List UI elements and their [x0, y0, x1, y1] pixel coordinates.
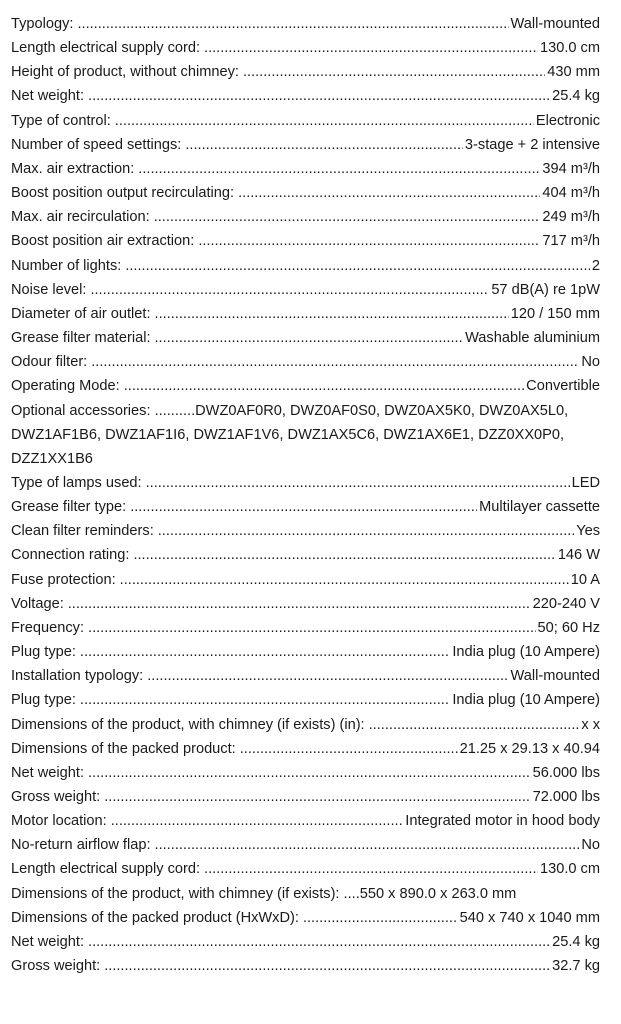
- spec-value: 57 dB(A) re 1pW: [491, 281, 600, 298]
- spec-label: Number of lights:: [11, 257, 122, 274]
- leader-dots: [68, 592, 531, 616]
- spec-label: Length electrical supply cord:: [11, 40, 201, 57]
- spec-value: Multilayer cassette: [479, 499, 600, 516]
- spec-value: 146 W: [557, 547, 600, 564]
- leader-dots: [88, 84, 550, 108]
- spec-value: 25.4 kg: [552, 88, 600, 105]
- spec-row: [11, 326, 600, 350]
- leader-dots: [147, 664, 508, 688]
- spec-value: Washable aluminium: [465, 330, 600, 347]
- leader-dots: [88, 930, 550, 954]
- leader-dots: [369, 713, 580, 737]
- spec-value: Integrated motor in hood body: [405, 813, 600, 830]
- spec-row: [11, 543, 600, 567]
- spec-value: 717 m³/h: [542, 233, 600, 250]
- spec-label: Grease filter type:: [11, 499, 127, 516]
- spec-label: Net weight:: [11, 88, 85, 105]
- spec-label: Voltage:: [11, 595, 64, 612]
- spec-row-chimney-dimensions: [11, 882, 600, 906]
- spec-value: 404 m³/h: [542, 185, 600, 202]
- leader-dots: [154, 205, 541, 229]
- spec-label: Gross weight:: [11, 789, 101, 805]
- leader-dots: ..........: [154, 402, 196, 419]
- spec-row: [11, 906, 600, 930]
- spec-value: Wall-mounted: [510, 16, 600, 32]
- spec-value: LED: [571, 474, 600, 491]
- spec-label: Number of speed settings:: [11, 136, 182, 153]
- spec-value: 25.4 kg: [552, 933, 600, 950]
- leader-dots: [185, 133, 463, 157]
- spec-value: No: [581, 354, 600, 371]
- spec-row: [11, 592, 600, 616]
- leader-dots: [158, 519, 574, 543]
- leader-dots: [155, 833, 580, 857]
- spec-value: 72.000 lbs: [532, 789, 600, 805]
- spec-row: [11, 930, 600, 954]
- spec-value: 130.0 cm: [539, 40, 600, 57]
- leader-dots: [77, 12, 508, 36]
- leader-dots: [243, 60, 545, 84]
- leader-dots: ....: [343, 885, 360, 902]
- spec-row: [11, 302, 600, 326]
- spec-value: 32.7 kg: [552, 958, 600, 975]
- leader-dots: [115, 109, 534, 133]
- spec-value: India plug (10 Ampere): [452, 644, 600, 661]
- leader-dots: [240, 737, 458, 761]
- spec-row: [11, 568, 600, 592]
- spec-row: [11, 229, 600, 253]
- spec-row: [11, 181, 600, 205]
- spec-label: Type of lamps used:: [11, 474, 142, 491]
- spec-value: 10 A: [570, 571, 600, 588]
- leader-dots: [198, 229, 540, 253]
- spec-row: [11, 350, 600, 374]
- spec-label: Gross weight:: [11, 958, 101, 975]
- leader-dots: [303, 906, 458, 930]
- spec-label: Grease filter material:: [11, 330, 151, 347]
- spec-row: [11, 857, 600, 881]
- spec-row: [11, 664, 600, 688]
- spec-row: [11, 833, 600, 857]
- spec-row: [11, 954, 600, 978]
- spec-value: 21.25 x 29.13 x 40.94: [459, 740, 600, 757]
- spec-label: Dimensions of the product, with chimney (if exists) (in):: [11, 716, 365, 733]
- spec-label: Max. air extraction:: [11, 160, 135, 177]
- spec-label: Operating Mode:: [11, 378, 120, 395]
- spec-row: [11, 495, 600, 519]
- leader-dots: [138, 157, 540, 181]
- spec-value: 540 x 740 x 1040 mm: [459, 909, 600, 926]
- spec-row: [11, 688, 600, 712]
- leader-dots: [80, 640, 450, 664]
- spec-label: Frequency:: [11, 619, 85, 636]
- spec-label: Height of product, without chimney:: [11, 64, 239, 81]
- spec-label: Dimensions of the packed product:: [11, 740, 236, 757]
- spec-row: [11, 374, 600, 398]
- leader-dots: [204, 857, 538, 881]
- spec-value: 550 x 890.0 x 263.0 mm: [359, 885, 517, 902]
- spec-row-optional-accessories: [11, 399, 600, 471]
- spec-value: 249 m³/h: [542, 209, 600, 226]
- spec-value: 120 / 150 mm: [510, 305, 600, 322]
- spec-label: Optional accessories:: [11, 402, 151, 419]
- spec-label: Net weight:: [11, 933, 85, 950]
- spec-row: [11, 133, 600, 157]
- leader-dots: [124, 374, 524, 398]
- leader-dots: [111, 809, 404, 833]
- spec-label: Clean filter reminders:: [11, 523, 154, 540]
- spec-label: Typology:: [11, 16, 74, 32]
- spec-row: [11, 785, 600, 809]
- spec-row: [11, 471, 600, 495]
- spec-row: [11, 36, 600, 60]
- spec-value: DWZ0AF0R0, DWZ0AF0S0, DWZ0AX5K0, DWZ0AX5L0, DWZ1AF1B6, DWZ1AF1I6, DWZ1AF1V6, DWZ1AX5C6, DWZ1AX6E1, DZZ0XX0P0, DZZ1XX1B6: [11, 402, 569, 467]
- spec-label: Length electrical supply cord:: [11, 861, 201, 878]
- spec-label: Diameter of air outlet:: [11, 305, 151, 322]
- spec-label: Max. air recirculation:: [11, 209, 150, 226]
- leader-dots: [80, 688, 450, 712]
- spec-row: [11, 640, 600, 664]
- spec-value: India plug (10 Ampere): [452, 692, 600, 709]
- spec-row: [11, 157, 600, 181]
- leader-dots: [133, 543, 555, 567]
- spec-row: [11, 205, 600, 229]
- spec-value: 3-stage + 2 intensive: [464, 136, 600, 153]
- spec-row: [11, 60, 600, 84]
- spec-row: [11, 12, 600, 36]
- leader-dots: [88, 761, 531, 785]
- spec-row: [11, 519, 600, 543]
- leader-dots: [146, 471, 570, 495]
- spec-value: No: [581, 837, 600, 854]
- spec-label: Plug type:: [11, 692, 76, 709]
- spec-label: Fuse protection:: [11, 571, 116, 588]
- spec-label: Installation typology:: [11, 668, 144, 685]
- spec-row: [11, 809, 600, 833]
- spec-row: [11, 254, 600, 278]
- leader-dots: [91, 350, 579, 374]
- leader-dots: [155, 326, 464, 350]
- spec-value: 430 mm: [547, 64, 600, 81]
- spec-row: [11, 278, 600, 302]
- spec-label: Plug type:: [11, 644, 76, 661]
- spec-row: [11, 109, 600, 133]
- spec-label: Dimensions of the packed product (HxWxD):: [11, 909, 299, 926]
- leader-dots: [104, 954, 550, 978]
- spec-value: 2: [591, 257, 600, 274]
- spec-label: Motor location:: [11, 813, 107, 830]
- leader-dots: [155, 302, 509, 326]
- spec-value: x x: [581, 716, 600, 733]
- leader-dots: [90, 278, 489, 302]
- spec-label: Noise level:: [11, 281, 87, 298]
- spec-row: [11, 84, 600, 108]
- spec-list-final: [11, 906, 600, 978]
- leader-dots: [120, 568, 569, 592]
- spec-row: [11, 713, 600, 737]
- leader-dots: [104, 785, 530, 809]
- spec-label: No-return airflow flap:: [11, 837, 151, 854]
- leader-dots: [88, 616, 536, 640]
- spec-value: 56.000 lbs: [532, 764, 600, 781]
- leader-dots: [204, 36, 538, 60]
- spec-row: [11, 761, 600, 785]
- spec-label: Connection rating:: [11, 547, 130, 564]
- spec-list-main: [11, 12, 600, 399]
- spec-row: [11, 616, 600, 640]
- leader-dots: [125, 254, 590, 278]
- spec-sheet: [11, 0, 600, 978]
- spec-value: 220-240 V: [532, 595, 600, 612]
- spec-value: Convertible: [526, 378, 600, 395]
- spec-label: Net weight:: [11, 764, 85, 781]
- leader-dots: [130, 495, 477, 519]
- spec-value: Electronic: [535, 112, 600, 129]
- spec-value: 394 m³/h: [542, 160, 600, 177]
- spec-row: [11, 737, 600, 761]
- leader-dots: [238, 181, 540, 205]
- spec-label: Type of control:: [11, 112, 111, 129]
- spec-label: Odour filter:: [11, 354, 88, 371]
- spec-value: 130.0 cm: [539, 861, 600, 878]
- spec-value: 50; 60 Hz: [537, 619, 600, 636]
- spec-list-secondary: [11, 471, 600, 882]
- spec-value: Yes: [576, 523, 600, 540]
- spec-label: Boost position air extraction:: [11, 233, 195, 250]
- spec-label: Dimensions of the product, with chimney (if exists):: [11, 885, 340, 902]
- spec-label: Boost position output recirculating:: [11, 185, 235, 202]
- spec-value: Wall-mounted: [510, 668, 600, 685]
